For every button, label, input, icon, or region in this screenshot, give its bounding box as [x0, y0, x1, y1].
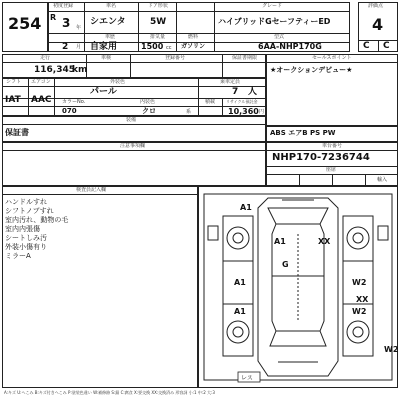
fuel: ガソリン — [181, 43, 206, 50]
score-exterior: C — [383, 41, 390, 51]
origin-label: 輸入 — [377, 177, 388, 183]
divider — [48, 33, 350, 34]
era: R — [50, 13, 57, 22]
mileage-unit: km — [72, 65, 88, 75]
color-no: 070 — [62, 107, 77, 115]
cc-label: 排気量 — [150, 34, 166, 40]
divider — [54, 78, 55, 116]
mileage-label: 走行 — [40, 55, 51, 61]
divider — [299, 174, 300, 186]
damage-mark: XX — [356, 295, 369, 304]
remark-line: 外装小傷有り — [5, 243, 47, 251]
options: ABS エアB PS PW — [270, 129, 336, 137]
damage-mark: W2 — [352, 307, 367, 316]
score-interior: C — [363, 41, 370, 51]
usage-label: 車歴 — [105, 34, 116, 40]
divider — [222, 54, 223, 78]
divider — [214, 2, 215, 52]
divider — [378, 40, 379, 52]
score-label: 評価点 — [368, 3, 384, 9]
divider — [222, 98, 223, 116]
load-label: 積載 — [205, 99, 216, 105]
cc: 1500 — [141, 42, 164, 51]
capacity: 7 — [232, 87, 239, 97]
divider — [198, 78, 199, 116]
shift: IAT — [5, 95, 21, 105]
shift-label: シフト — [6, 79, 22, 85]
equipment-label: 装備 — [126, 117, 137, 123]
remark-line: ミラーA — [5, 252, 31, 260]
sales-point-box — [266, 54, 398, 126]
damage-mark: A1 — [240, 203, 252, 212]
ac-label: エアコン — [31, 79, 51, 85]
stamp-text: レス — [241, 375, 253, 382]
recycle: 10,360 — [228, 107, 259, 116]
divider — [266, 62, 398, 63]
inspection-label: 検査員記入欄 — [76, 187, 107, 193]
divider — [2, 150, 266, 151]
damage-mark: W2 — [352, 278, 367, 287]
capacity-label: 乗車定員 — [220, 79, 241, 85]
first-reg-label: 初度登録 — [53, 3, 74, 9]
damage-mark: A1 — [234, 278, 246, 287]
fuel-label: 燃料 — [188, 34, 199, 40]
color-no-label: カラーNo. — [62, 99, 86, 105]
reg-year: 3 — [62, 16, 71, 30]
divider — [266, 150, 398, 151]
model-label: 型式 — [274, 34, 285, 40]
damage-mark: W2 — [384, 345, 398, 354]
damage-mark: XX — [318, 237, 331, 246]
recycle-label: リサイクル預託金 — [226, 99, 258, 104]
divider — [176, 2, 177, 52]
divider — [2, 124, 266, 125]
divider — [84, 2, 85, 52]
divider — [2, 106, 266, 107]
divider — [365, 174, 366, 186]
grade: ハイブリッドGセーフティーED — [218, 17, 331, 26]
reg-month: 2 — [62, 42, 69, 52]
lot-number: 254 — [8, 14, 42, 33]
divider — [2, 62, 266, 63]
doors: 5W — [150, 17, 167, 27]
warranty-label: 保証書期限 — [232, 55, 258, 61]
divider — [332, 174, 333, 186]
car-name: シエンタ — [90, 17, 126, 27]
year-unit: 年 — [76, 25, 82, 31]
month-unit: 月 — [76, 44, 82, 50]
chassis-label: 車台番号 — [322, 143, 343, 149]
car-diagram — [198, 186, 398, 388]
interior: クロ — [142, 107, 156, 115]
color: パール — [90, 87, 117, 97]
divider — [130, 54, 131, 78]
remark-line: 室内汚れ、動物の毛 — [5, 216, 69, 224]
divider — [2, 86, 266, 87]
warranty-card: 保証書 — [5, 128, 29, 137]
remark-line: 室内内張傷 — [5, 225, 40, 233]
car-name-label: 車名 — [106, 3, 117, 9]
notes-label: 注意事項欄 — [120, 143, 146, 149]
sales-point-label: セールスポイント — [312, 55, 352, 61]
score: 4 — [372, 15, 384, 34]
damage-mark: A1 — [274, 237, 286, 246]
divider — [48, 11, 350, 12]
remark-line: シートしみ汚 — [5, 234, 47, 242]
capacity-unit: 人 — [248, 87, 258, 97]
grade-label: グレード — [262, 3, 283, 9]
damage-legend: A:キズ U:へこみ B:キズ付きへこみ P:塗装色違い W:補修跡 S:錆 C:腐食 X:要交換 XX:交換済み 形容詞 小:1 中:2 大:3 — [4, 390, 215, 395]
period-label: 車検 — [101, 55, 112, 61]
divider — [138, 2, 139, 52]
divider — [28, 78, 29, 116]
damage-mark: G — [282, 260, 289, 269]
interior-label: 内装色 — [140, 99, 156, 105]
model: 6AA-NHP170G — [258, 42, 322, 51]
divider — [2, 194, 198, 195]
ac: AAC — [31, 95, 52, 105]
mileage: 116,345 — [34, 65, 75, 75]
interior-suffix: 系 — [186, 109, 192, 115]
damage-mark: A1 — [234, 307, 246, 316]
cc-unit: cc — [166, 45, 172, 51]
usage: 自家用 — [90, 42, 118, 52]
doors-label: ドア形状 — [148, 3, 168, 9]
recycle-unit: 円 — [259, 109, 265, 115]
color-label: 外装色 — [110, 79, 126, 85]
remark-line: シフトノブすれ — [5, 207, 54, 215]
seats-label: 座席 — [326, 167, 337, 173]
remark-line: ハンドルすれ — [5, 198, 47, 206]
reg-label: 登録番号 — [165, 55, 186, 61]
sales-point: ★オークションデビュー★ — [270, 66, 353, 74]
chassis-number: NHP170-7236744 — [272, 152, 370, 163]
